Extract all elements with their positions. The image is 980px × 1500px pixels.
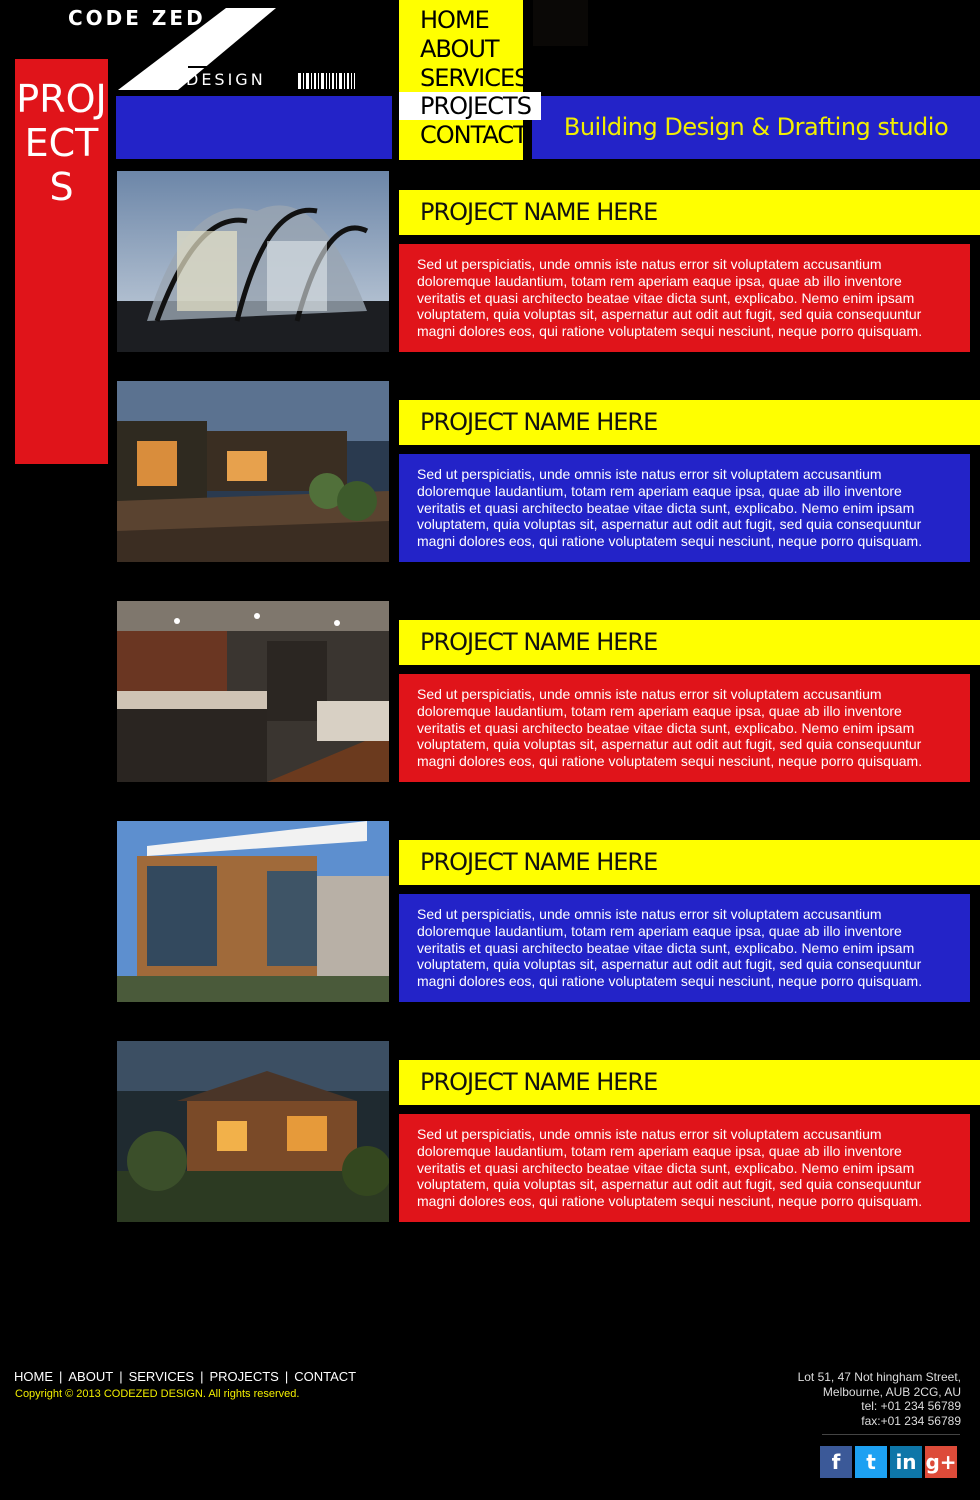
project-title: PROJECT NAME HERE	[399, 190, 980, 235]
twitter-icon[interactable]: t	[855, 1446, 887, 1478]
address-line1: Lot 51, 47 Not hingham Street,	[797, 1370, 961, 1384]
footer-divider	[822, 1434, 960, 1435]
project-image-kitchen[interactable]	[117, 601, 389, 782]
nav-contact[interactable]: CONTACT	[420, 121, 527, 149]
page-title: PROJECTS	[16, 77, 107, 209]
tagline: Building Design & Drafting studio	[563, 113, 949, 141]
project-description: Sed ut perspiciatis, unde omnis iste natus error sit voluptatem accusantium doloremque laudantium, totam rem aperiam eaque ipsa, quae ab illo inventore veritatis et quasi architecto beatae vitae dicta sunt, explicabo. Nemo enim ipsam voluptatem, quia voluptas sit, aspernatur aut odit aut fugit, sed quia consequuntur magni dolores eos, qui ratione voluptatem sequi nesciunt, neque porro quisquam.	[399, 454, 970, 562]
nav-projects[interactable]: PROJECTS	[399, 92, 541, 120]
address	[798, 1370, 961, 1428]
header-decor	[533, 0, 588, 46]
footer-link-services[interactable]: SERVICES	[128, 1369, 195, 1384]
project-description: Sed ut perspiciatis, unde omnis iste natus error sit voluptatem accusantium doloremque laudantium, totam rem aperiam eaque ipsa, quae ab illo inventore veritatis et quasi architecto beatae vitae dicta sunt, explicabo. Nemo enim ipsam voluptatem, quia voluptas sit, aspernatur aut odit aut fugit, sed quia consequuntur magni dolores eos, qui ratione voluptatem sequi nesciunt, neque porro quisquam.	[399, 1114, 970, 1222]
logo-top-text: CODE ZED	[68, 6, 206, 30]
footer-link-about[interactable]: ABOUT	[68, 1369, 114, 1384]
project-image-deck[interactable]	[117, 381, 389, 562]
project-image-house[interactable]	[117, 821, 389, 1002]
project-description: Sed ut perspiciatis, unde omnis iste natus error sit voluptatem accusantium doloremque laudantium, totam rem aperiam eaque ipsa, quae ab illo inventore veritatis et quasi architecto beatae vitae dicta sunt, explicabo. Nemo enim ipsam voluptatem, quia voluptas sit, aspernatur aut odit aut fugit, sed quia consequuntur magni dolores eos, qui ratione voluptatem sequi nesciunt, neque porro quisquam.	[399, 244, 970, 352]
address-fax: fax:+01 234 56789	[861, 1413, 961, 1428]
google-plus-icon[interactable]: g+	[925, 1446, 957, 1478]
nav-home[interactable]: HOME	[420, 6, 489, 34]
footer-link-contact[interactable]: CONTACT	[294, 1369, 357, 1384]
header-bar-right	[532, 96, 980, 159]
address-tel: tel: +01 234 56789	[861, 1399, 961, 1413]
address-line2: Melbourne, AUB 2CG, AU	[822, 1384, 961, 1399]
project-image-garden[interactable]	[117, 1041, 389, 1222]
footer-link-home[interactable]: HOME	[14, 1369, 53, 1384]
main-nav	[399, 0, 531, 160]
project-title: PROJECT NAME HERE	[399, 620, 980, 665]
copyright: Copyright © 2013 CODEZED DESIGN. All rights reserved.	[15, 1388, 300, 1400]
project-title: PROJECT NAME HERE	[399, 840, 980, 885]
project-title: PROJECT NAME HERE	[399, 400, 980, 445]
logo-bottom-text: DESIGN	[186, 70, 266, 89]
page-title-vertical	[15, 59, 108, 464]
footer-link-projects[interactable]: PROJECTS	[209, 1369, 279, 1384]
project-description: Sed ut perspiciatis, unde omnis iste natus error sit voluptatem accusantium doloremque laudantium, totam rem aperiam eaque ipsa, quae ab illo inventore veritatis et quasi architecto beatae vitae dicta sunt, explicabo. Nemo enim ipsam voluptatem, quia voluptas sit, aspernatur aut odit aut fugit, sed quia consequuntur magni dolores eos, qui ratione voluptatem sequi nesciunt, neque porro quisquam.	[399, 674, 970, 782]
linkedin-icon[interactable]: in	[890, 1446, 922, 1478]
barcode-icon	[298, 73, 355, 89]
facebook-icon[interactable]: f	[820, 1446, 852, 1478]
header-bar-left	[116, 96, 392, 159]
footer-nav: HOME | ABOUT | SERVICES | PROJECTS | CONTACT	[14, 1369, 357, 1384]
social-links	[820, 1446, 957, 1478]
logo[interactable]	[66, 6, 376, 92]
project-image-architecture[interactable]	[117, 171, 389, 352]
nav-about[interactable]: ABOUT	[420, 35, 499, 63]
nav-services[interactable]: SERVICES	[420, 64, 529, 92]
project-description: Sed ut perspiciatis, unde omnis iste natus error sit voluptatem accusantium doloremque laudantium, totam rem aperiam eaque ipsa, quae ab illo inventore veritatis et quasi architecto beatae vitae dicta sunt, explicabo. Nemo enim ipsam voluptatem, quia voluptas sit, aspernatur aut odit aut fugit, sed quia consequuntur magni dolores eos, qui ratione voluptatem sequi nesciunt, neque porro quisquam.	[399, 894, 970, 1002]
project-title: PROJECT NAME HERE	[399, 1060, 980, 1105]
